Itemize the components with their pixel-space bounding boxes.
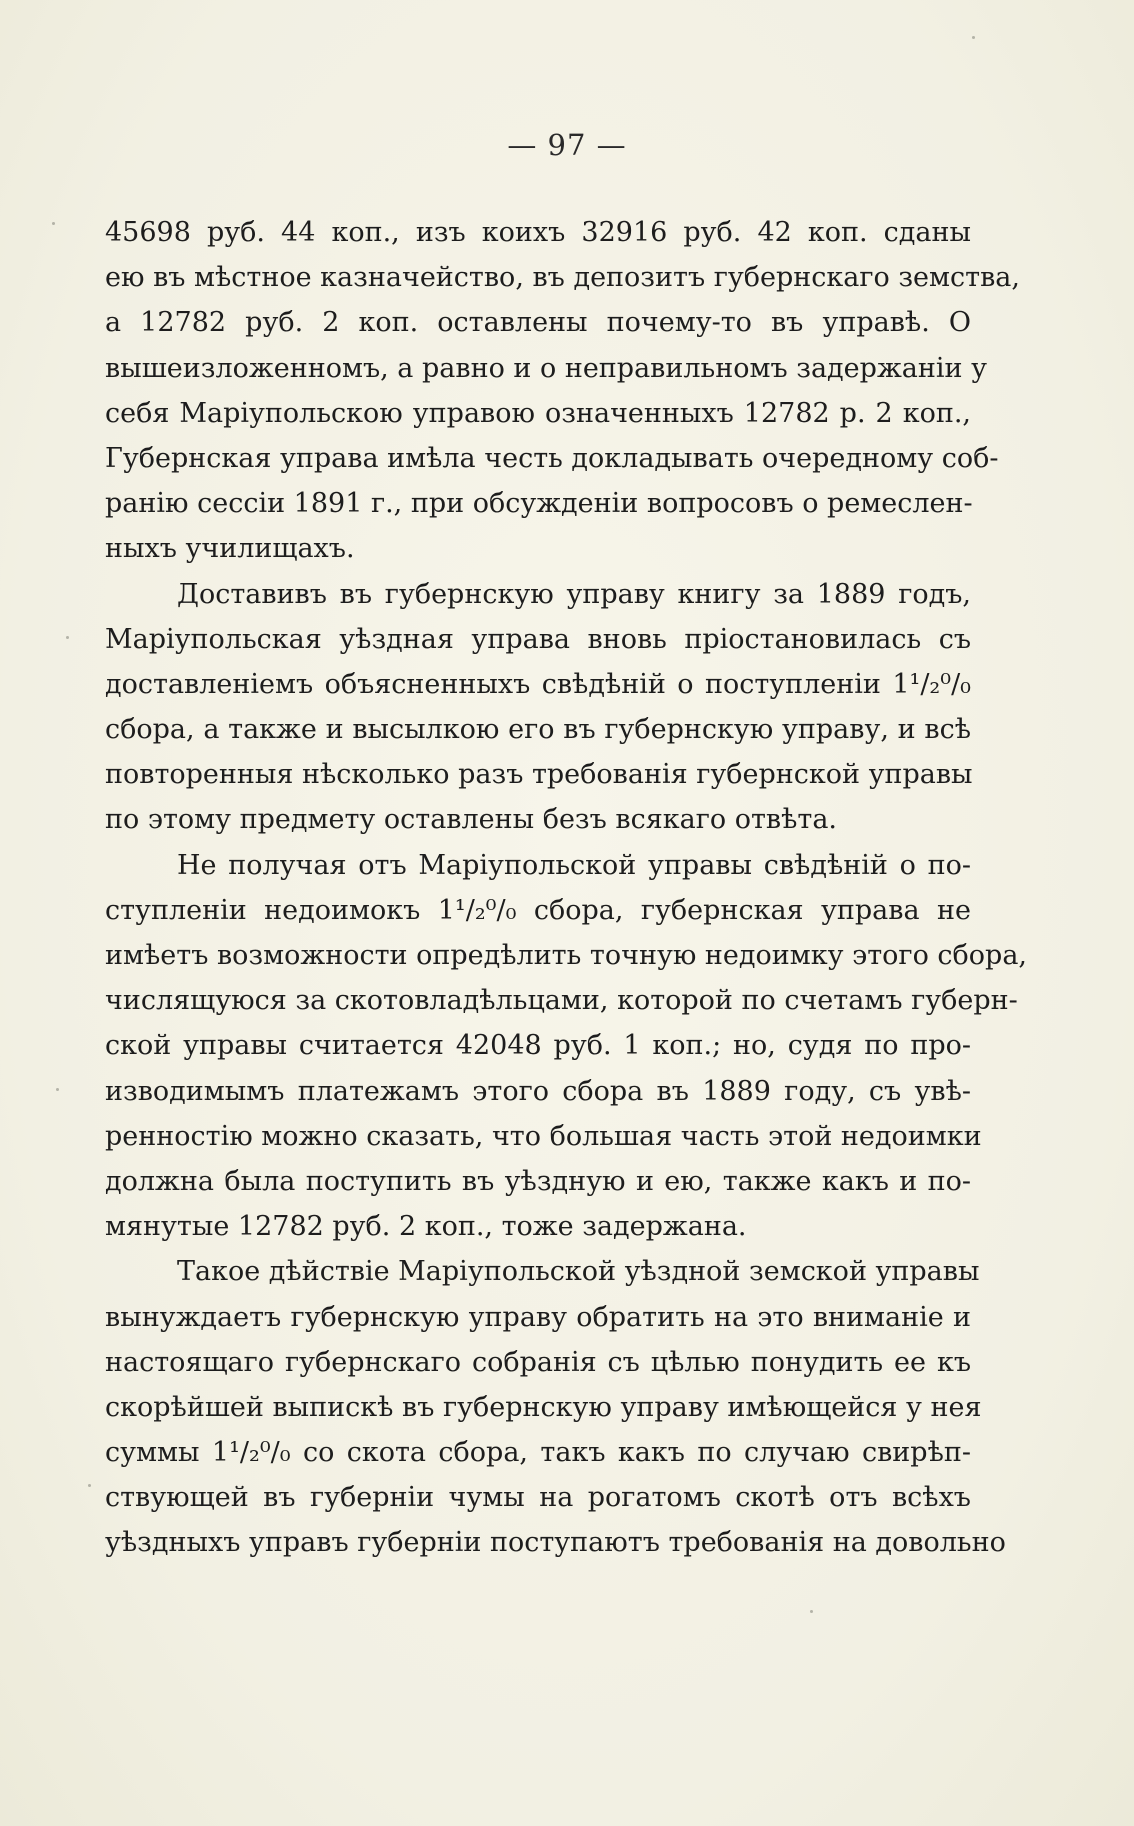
text-line: должна была поступить въ уѣздную и ею, также какъ и по-	[105, 1165, 971, 1197]
text-line: мянутые 12782 руб. 2 коп., тоже задержана.	[105, 1211, 747, 1243]
text-line: Не получая отъ Маріупольской управы свѣдѣній о по-	[177, 849, 971, 881]
text-line: Доставивъ въ губернскую управу книгу за 1889 годъ,	[177, 578, 971, 610]
text-line: по этому предмету оставлены безъ всякаго отвѣта.	[105, 804, 838, 836]
paper-speck	[972, 36, 975, 39]
body-text	[105, 210, 1028, 1566]
page-number: — 97 —	[507, 128, 627, 162]
text-line: имѣетъ возможности опредѣлить точную недоимку этого сбора,	[105, 940, 1028, 971]
text-line: изводимымъ платежамъ этого сбора въ 1889 году, съ увѣ-	[105, 1075, 971, 1107]
text-line: себя Маріупольскою управою означенныхъ 12782 р. 2 коп.,	[105, 397, 971, 429]
paper-speck	[56, 1088, 59, 1091]
text-line: числящуюся за скотовладѣльцами, которой по счетамъ губерн-	[105, 985, 1018, 1017]
text-line: повторенныя нѣсколько разъ требованія губернской управы	[105, 759, 973, 791]
text-line: ранію сессіи 1891 г., при обсужденіи вопросовъ о ремеслен-	[105, 488, 973, 520]
text-line: ею въ мѣстное казначейство, въ депозитъ губернскаго земства,	[105, 262, 1020, 294]
text-line: сбора, а также и высылкою его въ губернскую управу, и всѣ	[105, 714, 971, 746]
text-line: ступленіи недоимокъ 1¹/₂⁰/₀ сбора, губернская управа не	[105, 894, 971, 926]
text-line: суммы 1¹/₂⁰/₀ со скота сбора, такъ какъ по случаю свирѣп-	[105, 1437, 971, 1469]
text-line: Маріупольская уѣздная управа вновь пріостановилась съ	[105, 623, 971, 655]
text-line: уѣздныхъ управъ губерніи поступаютъ требованія на довольно	[105, 1527, 1006, 1559]
text-line: настоящаго губернскаго собранія съ цѣлью понудить ее къ	[105, 1346, 971, 1378]
text-line: 45698 руб. 44 коп., изъ коихъ 32916 руб. 42 коп. сданы	[105, 217, 971, 248]
text-line: вынуждаетъ губернскую управу обратить на это вниманіе и	[105, 1301, 971, 1333]
text-line: ныхъ училищахъ.	[105, 533, 355, 565]
text-line: ренностію можно сказать, что большая часть этой недоимки	[105, 1120, 982, 1152]
paper-speck	[810, 1610, 813, 1613]
text-line: ствующей въ губерніи чумы на рогатомъ скотѣ отъ всѣхъ	[105, 1482, 971, 1514]
paper-speck	[52, 222, 55, 225]
text-line: вышеизложенномъ, а равно и о неправильномъ задержаніи у	[105, 352, 987, 384]
text-line: Такое дѣйствіе Маріупольской уѣздной земской управы	[177, 1256, 980, 1288]
text-line: ской управы считается 42048 руб. 1 коп.; но, судя по про-	[105, 1030, 971, 1062]
text-line: скорѣйшей выпискѣ въ губернскую управу имѣющейся у нея	[105, 1391, 982, 1423]
paper-speck	[66, 636, 69, 639]
text-line: Губернская управа имѣла честь докладывать очередному соб-	[105, 442, 999, 474]
paper-speck	[88, 1484, 91, 1487]
text-line: доставленіемъ объясненныхъ свѣдѣній о поступленіи 1¹/₂⁰/₀	[105, 668, 971, 700]
text-line: а 12782 руб. 2 коп. оставлены почему-то въ управѣ. О	[105, 307, 971, 339]
